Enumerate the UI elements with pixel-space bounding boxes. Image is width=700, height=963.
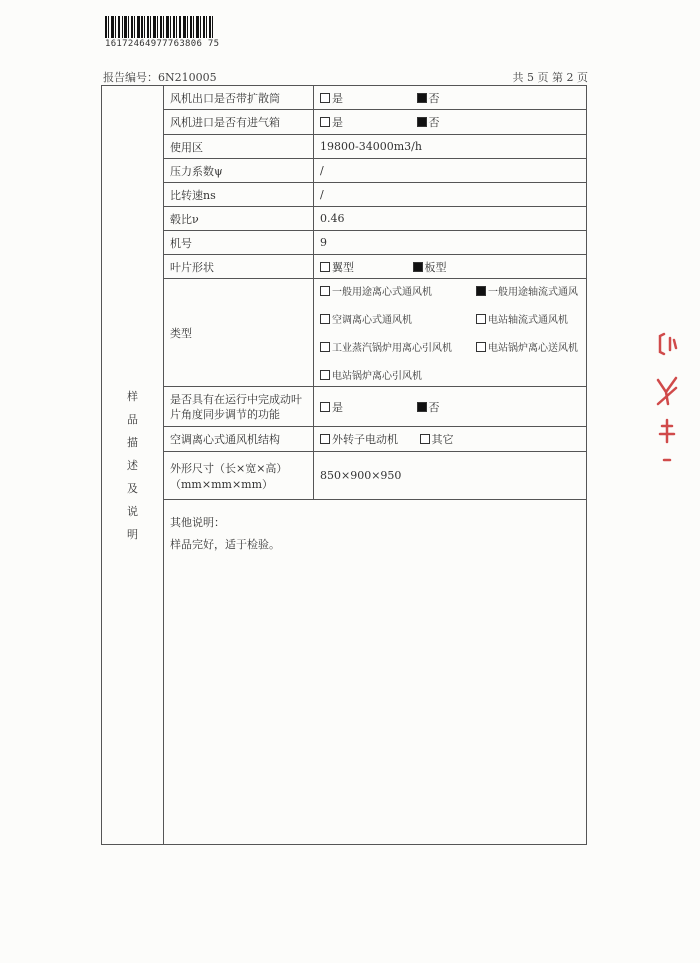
row-blade-shape xyxy=(102,255,587,279)
remarks xyxy=(164,500,587,845)
value-machine-no: 9 xyxy=(314,231,587,255)
option-yes: 是 xyxy=(332,400,343,414)
label-diffuser: 风机出口是否带扩散筒 xyxy=(164,86,314,110)
checkbox-checked-icon xyxy=(417,93,427,103)
row-blade-adjust xyxy=(102,387,587,427)
type-option-label: 一般用途离心式通风机 xyxy=(332,287,432,298)
checkbox-icon xyxy=(320,370,330,380)
row-machine-no xyxy=(102,231,587,255)
row-dimensions xyxy=(102,452,587,500)
section-title-char: 说 xyxy=(127,505,138,518)
section-title xyxy=(102,86,164,845)
section-title-char: 述 xyxy=(127,459,138,472)
section-title-char: 样 xyxy=(127,390,138,403)
type-options xyxy=(320,279,580,386)
label-inlet-box: 风机进口是否有进气箱 xyxy=(164,110,314,135)
value-diffuser xyxy=(314,86,587,110)
checkbox-checked-icon xyxy=(413,262,423,272)
section-title-char: 描 xyxy=(127,436,138,449)
checkbox-icon xyxy=(320,434,330,444)
row-hub-ratio xyxy=(102,207,587,231)
option-other: 其它 xyxy=(431,433,454,446)
type-option xyxy=(320,367,470,382)
report-number: 6N210005 xyxy=(158,71,217,84)
checkbox-icon xyxy=(476,314,486,324)
option-no: 否 xyxy=(428,91,440,105)
row-pressure-coef xyxy=(102,159,587,183)
label-dimensions xyxy=(164,452,314,500)
type-option xyxy=(320,283,470,298)
type-option-label: 电站锅炉离心引风机 xyxy=(332,371,422,382)
label-specific-speed: 比转速ns xyxy=(164,183,314,207)
checkbox-yes-icon xyxy=(320,93,330,103)
label-blade-adjust: 是否具有在运行中完成动叶片角度同步调节的功能 xyxy=(164,387,314,427)
checkbox-icon xyxy=(476,342,486,352)
value-dimensions: 850×900×950 xyxy=(314,452,587,500)
option-outer-rotor: 外转子电动机 xyxy=(332,433,398,446)
value-ac-structure xyxy=(314,427,587,452)
option-yes: 是 xyxy=(332,116,343,129)
type-option-label: 空调离心式通风机 xyxy=(332,315,412,326)
barcode-number: 16172464977763806 75 xyxy=(105,39,220,49)
report-number-line xyxy=(103,69,217,85)
type-option xyxy=(476,339,591,354)
label-dimensions-line1: 外形尺寸（长×宽×高） xyxy=(170,461,288,475)
checkbox-yes-icon xyxy=(320,402,330,412)
option-yes: 是 xyxy=(332,91,343,105)
type-option xyxy=(320,339,470,354)
label-dimensions-line2: （mm×mm×mm） xyxy=(170,477,274,491)
type-option-label: 一般用途轴流式通风 xyxy=(488,287,578,298)
value-range: 19800-34000m3/h xyxy=(314,135,587,159)
checkbox-yes-icon xyxy=(320,117,330,127)
type-option xyxy=(476,283,591,298)
option-no: 否 xyxy=(428,116,440,129)
value-hub-ratio: 0.46 xyxy=(314,207,587,231)
checkbox-checked-icon xyxy=(417,402,427,412)
row-type xyxy=(102,279,587,387)
label-range: 使用区 xyxy=(164,135,314,159)
row-diffuser xyxy=(102,86,587,110)
checkbox-icon xyxy=(420,434,430,444)
row-specific-speed xyxy=(102,183,587,207)
page-info: 共 5 页 第 2 页 xyxy=(512,71,588,84)
option-plate: 板型 xyxy=(424,260,447,274)
value-inlet-box xyxy=(314,110,587,135)
row-ac-structure xyxy=(102,427,587,452)
type-option-label: 电站轴流式通风机 xyxy=(488,315,568,326)
value-blade-adjust xyxy=(314,387,587,427)
section-title-char: 明 xyxy=(127,528,138,541)
barcode xyxy=(105,16,213,38)
label-pressure-coef: 压力系数ψ xyxy=(164,159,314,183)
type-option-label: 工业蒸汽锅炉用离心引风机 xyxy=(332,343,452,354)
remarks-text: 样品完好，适于检验。 xyxy=(170,538,280,551)
label-machine-no: 机号 xyxy=(164,231,314,255)
seal-stamp-fragment xyxy=(652,330,682,470)
label-type: 类型 xyxy=(164,279,314,387)
label-ac-structure: 空调离心式通风机结构 xyxy=(164,427,314,452)
remarks-title: 其他说明： xyxy=(170,516,225,529)
value-blade-shape xyxy=(314,255,587,279)
label-blade-shape: 叶片形状 xyxy=(164,255,314,279)
checkbox-icon xyxy=(320,262,330,272)
type-option-label: 电站锅炉离心送风机 xyxy=(488,343,578,354)
section-title-char: 及 xyxy=(127,482,138,495)
checkbox-icon xyxy=(320,342,330,352)
row-inlet-box xyxy=(102,110,587,135)
option-airfoil: 翼型 xyxy=(332,260,354,274)
checkbox-checked-icon xyxy=(476,286,486,296)
type-option xyxy=(476,311,591,326)
type-option xyxy=(320,311,470,326)
value-pressure-coef: / xyxy=(314,159,587,183)
checkbox-checked-icon xyxy=(417,117,427,127)
report-number-label: 报告编号： xyxy=(103,71,158,84)
label-hub-ratio: 毂比ν xyxy=(164,207,314,231)
option-no: 否 xyxy=(428,400,440,414)
checkbox-icon xyxy=(320,286,330,296)
checkbox-icon xyxy=(320,314,330,324)
section-title-char: 品 xyxy=(127,413,138,426)
value-specific-speed: / xyxy=(314,183,587,207)
value-type xyxy=(314,279,587,387)
sample-description-table xyxy=(101,85,587,845)
row-range xyxy=(102,135,587,159)
row-remarks xyxy=(102,500,587,845)
